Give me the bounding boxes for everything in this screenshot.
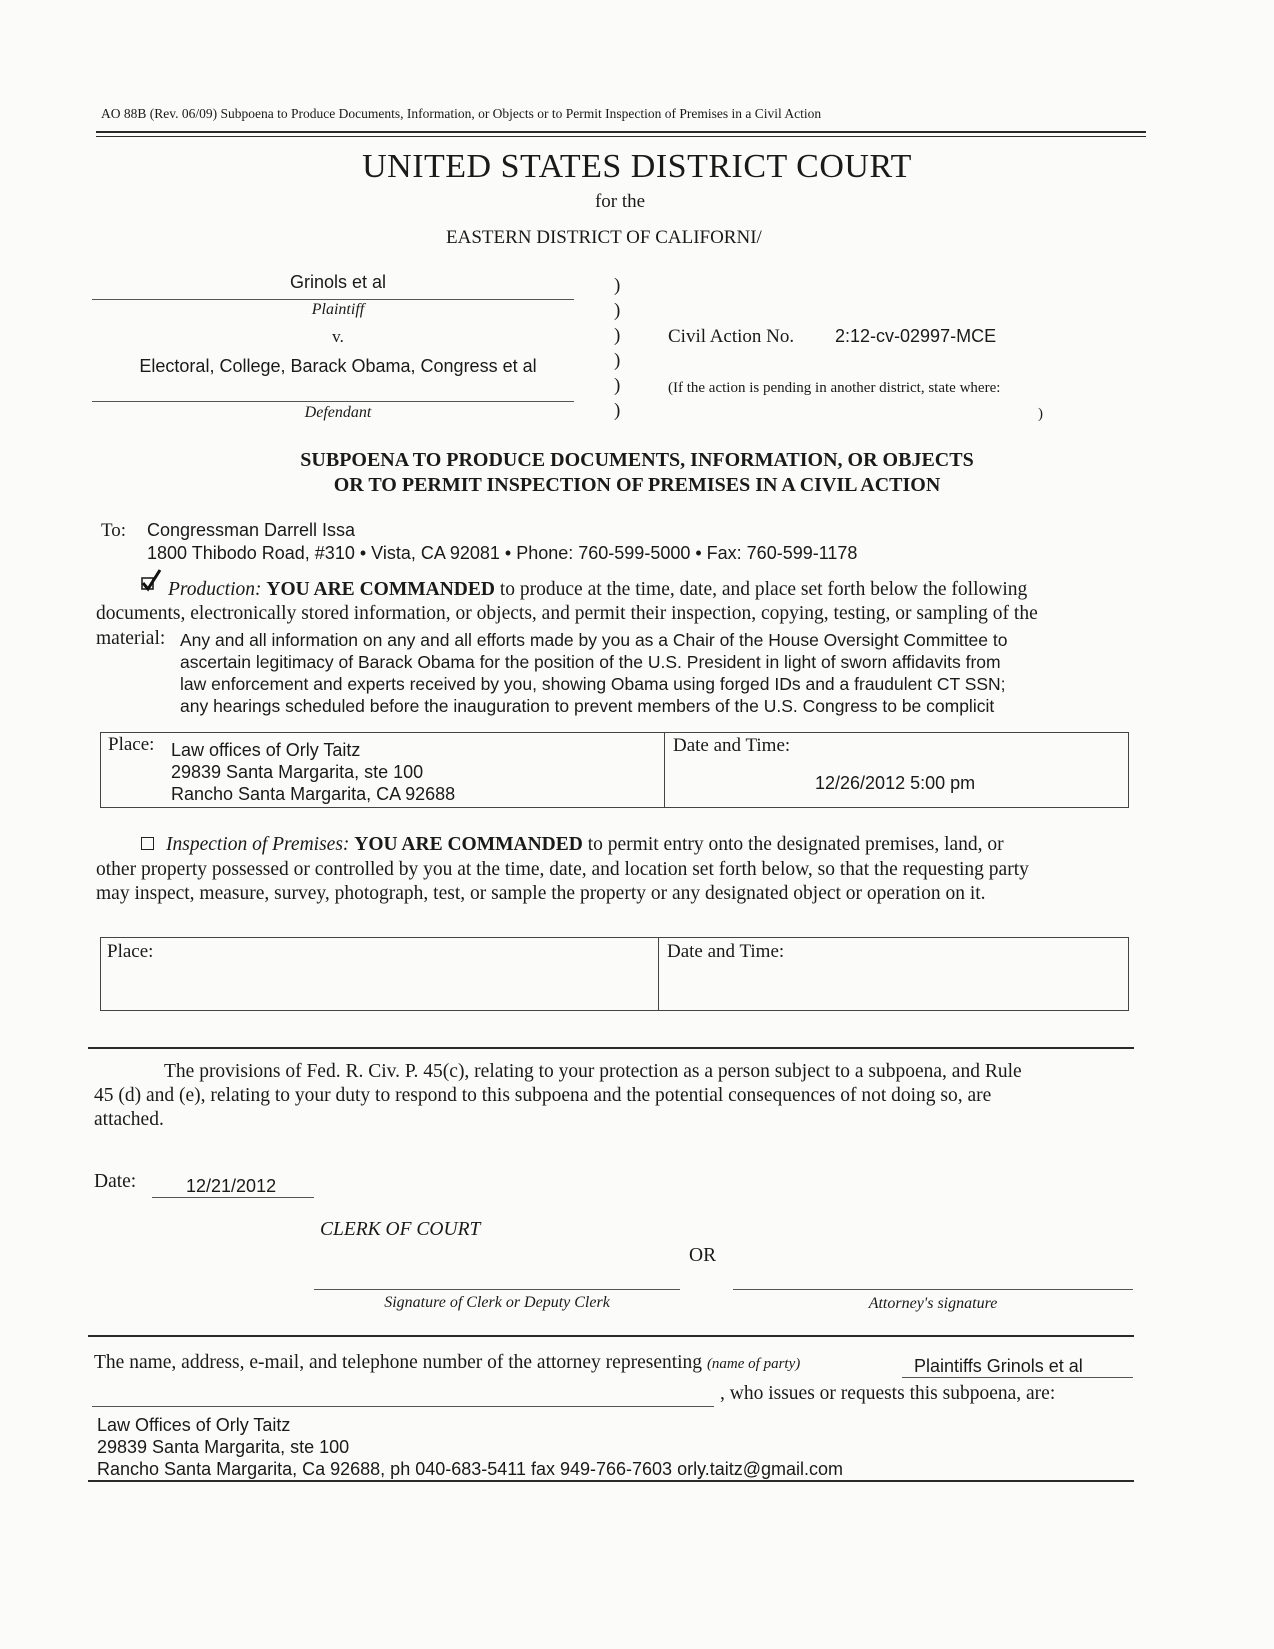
- attorney-signature-label: Attorney's signature: [868, 1295, 998, 1312]
- caption-paren: ): [614, 275, 621, 296]
- pending-note: (If the action is pending in another district, state where:: [668, 380, 1001, 396]
- inspection-line2: other property possessed or controlled by you at the time, date, and location set forth below, so that the requesting party: [96, 859, 1029, 880]
- production-datetime-value: 12/26/2012 5:00 pm: [815, 773, 976, 793]
- production-commanded: YOU ARE COMMANDED: [266, 579, 495, 600]
- clerk-signature-label: Signature of Clerk or Deputy Clerk: [384, 1294, 610, 1311]
- subpoena-title-line2: OR TO PERMIT INSPECTION OF PREMISES IN A CIVIL ACTION: [333, 474, 941, 496]
- material-line: law enforcement and experts received by you, showing Obama using forged IDs and a fraudulent CT SSN;: [180, 674, 1006, 694]
- inspection-box-divider: [658, 937, 659, 1010]
- inspection-place-box: [100, 937, 1129, 1011]
- material-label: material:: [96, 628, 166, 649]
- plaintiff-line: [92, 299, 574, 300]
- inspection-label: Inspection of Premises:: [166, 834, 350, 855]
- production-datetime-label: Date and Time:: [673, 735, 791, 756]
- attorney-address-line: Law Offices of Orly Taitz: [97, 1415, 291, 1435]
- header-rule: [96, 131, 1146, 133]
- district-name: EASTERN DISTRICT OF CALIFORNI/: [446, 227, 762, 248]
- caption-paren: ): [614, 350, 621, 371]
- production-place-line: Law offices of Orly Taitz: [171, 740, 361, 760]
- production-line2: documents, electronically stored information, or objects, and permit their inspection, copying, testing, or sampling of the: [96, 603, 1038, 624]
- clerk-of-court: CLERK OF COURT: [320, 1219, 481, 1240]
- header-rule-thin: [96, 136, 1146, 137]
- material-line: Any and all information on any and all efforts made by you as a Chair of the House Oversight Committee to: [180, 630, 1008, 650]
- date-label: Date:: [94, 1171, 137, 1192]
- provisions-line3: attached.: [94, 1109, 164, 1130]
- production-place-label: Place:: [108, 734, 155, 755]
- pending-close: ): [1038, 406, 1043, 422]
- name-of-party-label: (name of party): [706, 1356, 801, 1372]
- attorney-intro: The name, address, e-mail, and telephone number of the attorney representing: [94, 1352, 703, 1373]
- caption-paren: ): [614, 300, 621, 321]
- plaintiff-label: Plaintiff: [311, 301, 365, 318]
- party-name: Plaintiffs Grinols et al: [914, 1356, 1083, 1376]
- caption-paren: ): [614, 375, 621, 396]
- inspection-line1: [166, 834, 1004, 856]
- defendant-line: [92, 401, 574, 402]
- inspection-place-label: Place:: [107, 941, 154, 962]
- inspection-checkbox[interactable]: [141, 837, 154, 855]
- caption-paren: ): [614, 400, 621, 421]
- attorney-text1: [94, 1352, 800, 1374]
- attorney-text2: , who issues or requests this subpoena, are:: [720, 1383, 1056, 1404]
- material-line: any hearings scheduled before the inauguration to prevent members of the U.S. Congress to be complicit: [180, 696, 995, 716]
- caption-paren: ): [614, 325, 621, 346]
- civil-action-label: Civil Action No.: [668, 326, 795, 347]
- subpoena-title-line1: SUBPOENA TO PRODUCE DOCUMENTS, INFORMATION, OR OBJECTS: [300, 449, 974, 471]
- inspection-line3: may inspect, measure, survey, photograph, test, or sample the property or any designated object or operation on it.: [96, 883, 986, 904]
- section-rule: [88, 1335, 1134, 1337]
- attorney-signature-line: [733, 1289, 1133, 1290]
- form-header: AO 88B (Rev. 06/09) Subpoena to Produce Documents, Information, or Objects or to Permit Inspection of Premises in a Civil Action: [101, 106, 822, 121]
- clerk-signature-line: [314, 1289, 680, 1290]
- material-line: ascertain legitimacy of Barack Obama for the position of the U.S. President in light of sworn affidavits from: [180, 652, 1001, 672]
- inspection-commanded: YOU ARE COMMANDED: [354, 834, 583, 855]
- production-label: Production:: [168, 579, 262, 600]
- production-place-line: 29839 Santa Margarita, ste 100: [171, 762, 424, 782]
- date-value: 12/21/2012: [186, 1176, 277, 1196]
- empty-checkbox-icon: [141, 837, 154, 850]
- defendant-label: Defendant: [304, 404, 372, 421]
- defendant-name: Electoral, College, Barack Obama, Congress et al: [139, 356, 537, 376]
- for-the: for the: [594, 191, 646, 212]
- inspection-datetime-label: Date and Time:: [667, 941, 785, 962]
- production-text1: to produce at the time, date, and place set forth below the following: [499, 579, 1028, 600]
- party-line-2: [92, 1406, 714, 1407]
- recipient-name: Congressman Darrell Issa: [147, 520, 356, 540]
- production-checkbox[interactable]: [142, 576, 162, 596]
- or-label: OR: [689, 1245, 717, 1266]
- production-place-line: Rancho Santa Margarita, CA 92688: [171, 784, 456, 804]
- recipient-address: 1800 Thibodo Road, #310 • Vista, CA 92081 • Phone: 760-599-5000 • Fax: 760-599-1178: [147, 543, 858, 563]
- checkmark-icon: [140, 568, 162, 594]
- to-label: To:: [101, 520, 127, 541]
- attorney-address-line: 29839 Santa Margarita, ste 100: [97, 1437, 350, 1457]
- date-line: [152, 1197, 314, 1198]
- provisions-line1: The provisions of Fed. R. Civ. P. 45(c), relating to your protection as a person subject to a subpoena, and Rule: [164, 1061, 1022, 1082]
- production-line1: [168, 579, 1027, 601]
- provisions-line2: 45 (d) and (e), relating to your duty to respond to this subpoena and the potential consequences of not doing so, are: [94, 1085, 992, 1106]
- plaintiff-name: Grinols et al: [289, 272, 387, 292]
- civil-action-number: 2:12-cv-02997-MCE: [835, 326, 997, 346]
- bottom-rule: [88, 1480, 1134, 1482]
- court-title: UNITED STATES DISTRICT COURT: [362, 148, 912, 185]
- inspection-text1: to permit entry onto the designated premises, land, or: [587, 834, 1004, 855]
- production-box-divider: [664, 732, 665, 807]
- attorney-address-line: Rancho Santa Margarita, Ca 92688, ph 040-683-5411 fax 949-766-7603 orly.taitz@gmail.com: [97, 1459, 844, 1479]
- party-line: [902, 1377, 1133, 1378]
- versus: v.: [332, 327, 344, 346]
- section-rule: [88, 1047, 1134, 1049]
